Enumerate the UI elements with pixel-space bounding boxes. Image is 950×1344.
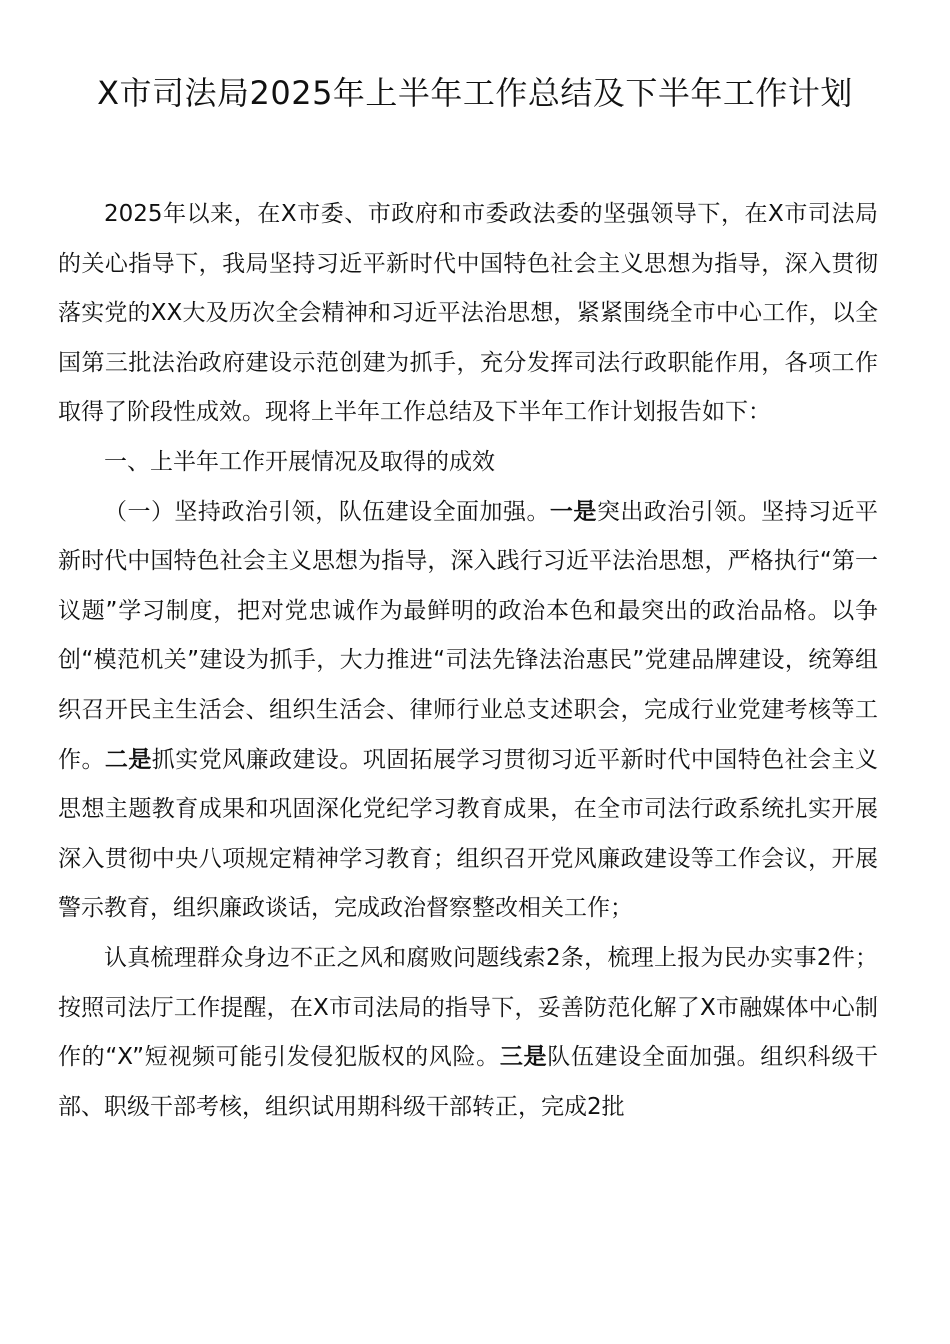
- paragraph-political-guidance: [58, 488, 878, 934]
- text-segment: 认真梳理群众身边不正之风和腐败问题线索2条，梳理上报为民办实事2件；按照司法厅工作提醒，在X市司法局的指导下，妥善防范化解了X市融媒体中心制作的“X”短视频可能引发侵犯版权的风险。: [58, 944, 878, 1071]
- emphasis-label: 三是: [499, 1044, 548, 1071]
- section-heading: [58, 438, 878, 488]
- emphasis-label: 二是: [104, 746, 152, 773]
- text-segment: 队伍建设全面加强。组织科级干部、职级干部考核，组织试用期科级干部转正，完成2批: [58, 1044, 879, 1120]
- emphasis-label: 一是: [549, 498, 597, 525]
- text-segment: 抓实党风廉政建设。巩固拓展学习贯彻习近平新时代中国特色社会主义思想主题教育成果和巩固深化党纪学习教育成果，在全市司法行政系统扎实开展深入贯彻中央八项规定精神学习教育；组织召开党风廉政建设等工作会议，开展警示教育，组织廉政谈话，完成政治督察整改相关工作；: [58, 746, 879, 922]
- paragraph-clues: [58, 934, 878, 1132]
- document-title: X市司法局2025年上半年工作总结及下半年工作计划: [97, 74, 853, 112]
- document-body: [58, 190, 878, 1132]
- text-segment: 2025年以来，在X市委、市政府和市委政法委的坚强领导下，在X市司法局的关心指导下，我局坚持习近平新时代中国特色社会主义思想为指导，深入贯彻落实党的XX大及历次全会精神和习近平法治思想，紧紧围绕全市中心工作，以全国第三批法治政府建设示范创建为抓手，充分发挥司法行政职能作用，各项工作取得了阶段性成效。现将上半年工作总结及下半年工作计划报告如下：: [58, 201, 878, 426]
- text-segment: 突出政治引领。坚持习近平新时代中国特色社会主义思想为指导，深入践行习近平法治思想，严格执行“第一议题”学习制度，把对党忠诚作为最鲜明的政治本色和最突出的政治品格。以争创“模范机关”建设为抓手，大力推进“司法先锋法治惠民”党建品牌建设，统筹组织召开民主生活会、组织生活会、律师行业总支述职会，完成行业党建考核等工作。: [58, 498, 878, 773]
- text-segment: 一、上半年工作开展情况及取得的成效: [104, 448, 495, 475]
- paragraph-intro: [58, 190, 878, 438]
- text-segment: （一）坚持政治引领，队伍建设全面加强。: [104, 498, 550, 525]
